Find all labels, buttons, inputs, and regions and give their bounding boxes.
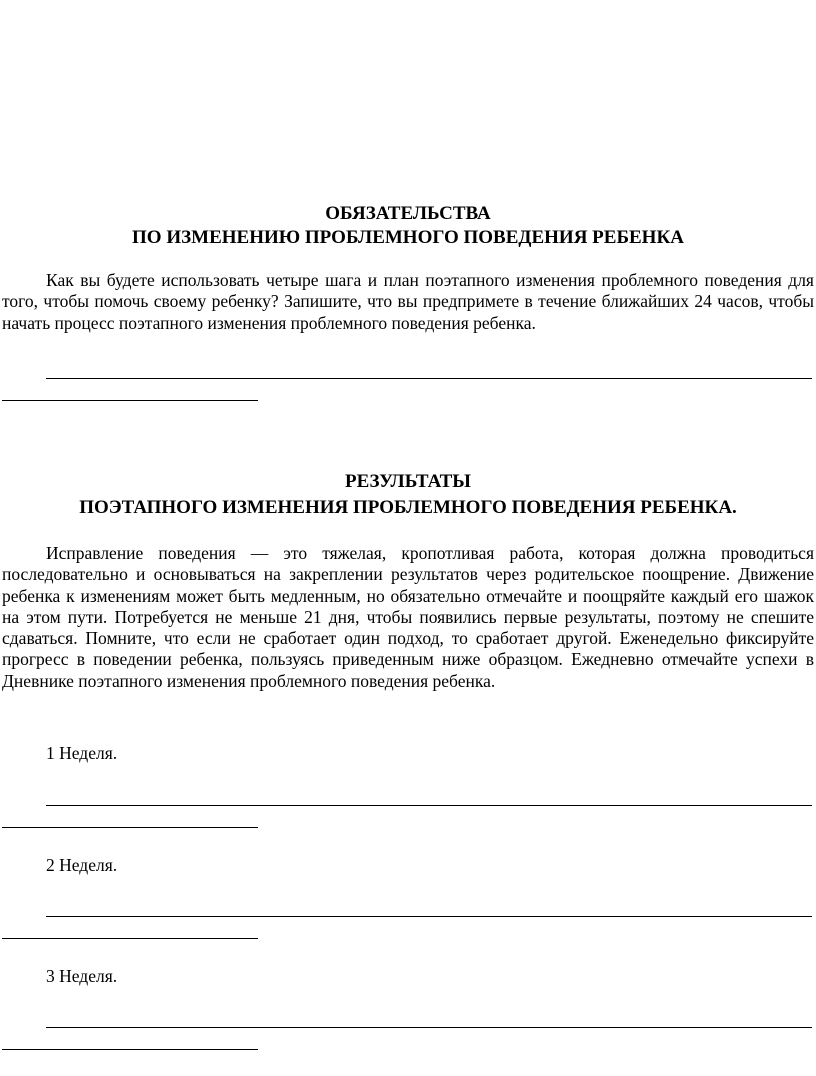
answer-line-short[interactable] xyxy=(2,400,258,401)
section2-title-line1: РЕЗУЛЬТАТЫ xyxy=(345,471,471,492)
section1-title-line1: ОБЯЗАТЕЛЬСТВА xyxy=(325,203,491,224)
week1-answer-line-short[interactable] xyxy=(2,827,258,828)
week3-label: 3 Неделя. xyxy=(46,966,118,986)
section1-title-line2: ПО ИЗМЕНЕНИЮ ПРОБЛЕМНОГО ПОВЕДЕНИЯ РЕБЕНКА xyxy=(132,227,684,248)
section1-paragraph: Как вы будете использовать четыре шага и план поэтапного изменения проблемного поведения для того, чтобы помочь своему ребенку? Запишите, что вы предпримете в течение ближайших 24 часов, чтобы начать процесс поэтапного изменения проблемного поведения ребенка. xyxy=(2,270,814,333)
week3-answer-line-long[interactable] xyxy=(46,1027,812,1028)
week3-answer-line-short[interactable] xyxy=(2,1049,258,1050)
section2-paragraph: Исправление поведения — это тяжелая, кропотливая работа, которая должна проводиться последовательно и основываться на закреплении результатов через родительское поощрение. Движение ребенка к изменениям может быть медленным, но обязательно отмечайте и поощряйте каждый его шажок на этом пути. Потребуется не меньше 21 дня, чтобы появились первые результаты, поэтому не спешите сдаваться. Помните, что если не сработает один подход, то сработает другой. Еженедельно фиксируйте прогресс в поведении ребенка, пользуясь приведенным ниже образцом. Ежедневно отмечайте успехи в Дневнике поэтапного изменения проблемного поведения ребенка. xyxy=(2,543,814,691)
section2-title-line2: ПОЭТАПНОГО ИЗМЕНЕНИЯ ПРОБЛЕМНОГО ПОВЕДЕНИЯ РЕБЕНКА. xyxy=(79,497,737,518)
week1-answer-line-long[interactable] xyxy=(46,805,812,806)
week2-label: 2 Неделя. xyxy=(46,855,118,875)
week2-answer-line-long[interactable] xyxy=(46,916,812,917)
week1-label: 1 Неделя. xyxy=(46,743,118,763)
week2-answer-line-short[interactable] xyxy=(2,938,258,939)
answer-line-long[interactable] xyxy=(46,378,812,379)
